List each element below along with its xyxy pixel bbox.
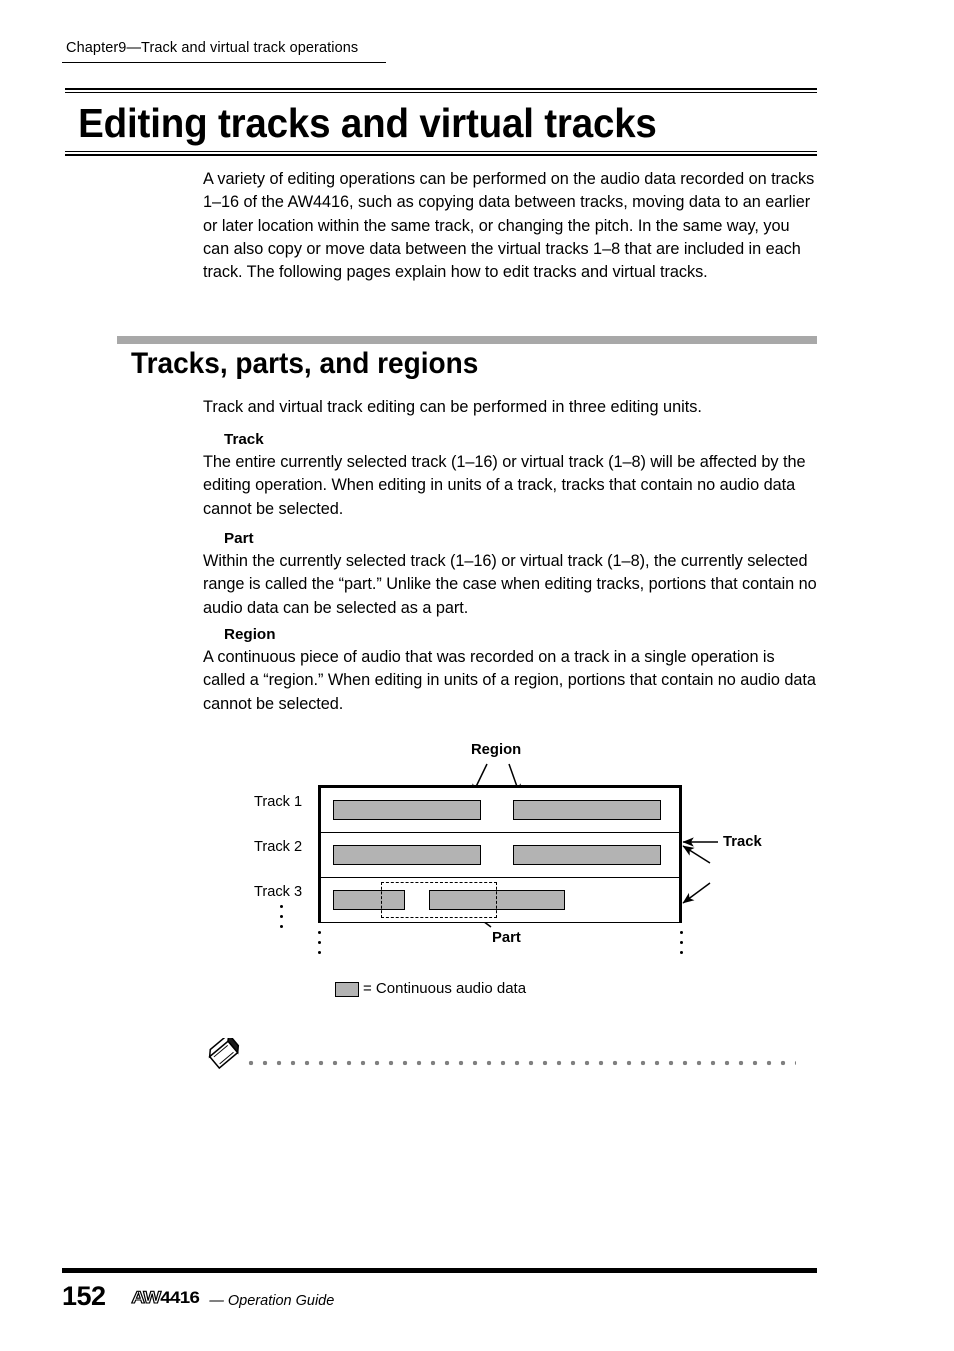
running-head-text: Chapter9—Track and virtual track operations [66, 40, 359, 56]
legend-swatch-icon [335, 982, 359, 997]
diagram-part-label: Part [492, 930, 521, 946]
subsection-region [203, 624, 819, 716]
diagram-row-track-3 [321, 878, 679, 923]
header-rule [62, 62, 386, 63]
diagram-track-row-label-1: Track 1 [254, 794, 303, 810]
section-heading: Tracks, parts, and regions [131, 347, 479, 380]
footer-rule [62, 1268, 817, 1273]
note-dotted-rule [248, 1060, 796, 1066]
title-rule-bottom-thin [65, 151, 817, 152]
audio-clip [513, 800, 661, 820]
audio-clip [333, 845, 481, 865]
diagram-row-track-2 [321, 833, 679, 878]
intro-paragraph: A variety of editing operations can be performed on the audio data recorded on tracks 1–16 of the AW4416, such as copying data between tracks, moving data to an earlier or later location within the same track, or changing the pitch. In the same way, you can also copy or move data between the virtual tracks 1–8 that are included in each track. The following pages explain how to edit tracks and virtual tracks. [203, 170, 815, 282]
chapter-title-block [65, 88, 817, 156]
diagram-row-track-1 [321, 788, 679, 833]
selected-part-boundary [381, 882, 497, 918]
diagram-track-label: Track [723, 834, 762, 850]
subsection-body-part: Within the currently selected track (1–16) or virtual track (1–8), the currently selected range is called the “part.” Unlike the case when editing tracks, portions that contain no audio data can be selected as a part. [203, 552, 817, 617]
section-lead-text: Track and virtual track editing can be performed in three editing units. [203, 398, 702, 416]
footer-guide-text: — Operation Guide [209, 1293, 335, 1309]
logo-model-text: 4416 [160, 1288, 200, 1307]
diagram-legend [335, 980, 526, 998]
subsection-body-track: The entire currently selected track (1–16) or virtual track (1–8) will be affected by the editing operation. When editing in units of a track, tracks that contain no audio data cannot be selected. [203, 453, 806, 518]
logo-aw-text: AW [130, 1288, 160, 1307]
diagram-track-row-label-2: Track 2 [254, 839, 303, 855]
subsection-heading-part: Part [224, 530, 254, 547]
diagram-track-row-label-3: Track 3 [254, 884, 303, 900]
page-number: 152 [62, 1281, 106, 1311]
pencil-icon [206, 1038, 246, 1072]
subsection-part [203, 528, 819, 620]
subsection-heading-track: Track [224, 431, 264, 448]
diagram-track-container [318, 785, 682, 923]
tracks-parts-regions-diagram [240, 735, 800, 1015]
page-footer [62, 1281, 817, 1311]
track-arrow-top [683, 846, 710, 863]
audio-clip [513, 845, 661, 865]
running-header [62, 38, 386, 63]
title-rule-bottom-thick [65, 154, 817, 156]
diagram-region-label: Region [471, 742, 522, 758]
track-arrow-bottom [683, 883, 710, 903]
audio-clip [333, 800, 481, 820]
subsection-heading-region: Region [224, 626, 276, 643]
subsection-body-region: A continuous piece of audio that was recorded on a track in a single operation is called a “region.” When editing in units of a region, portions that contain no audio data cannot be selected. [203, 648, 816, 713]
page-title: Editing tracks and virtual tracks [78, 100, 657, 146]
title-rule-top-thick [65, 88, 817, 90]
diagram-continuation-dots-right [680, 931, 683, 961]
section-heading-bar [117, 336, 817, 344]
note-separator-row [206, 1038, 806, 1078]
subsection-track [203, 429, 819, 521]
product-logo [130, 1288, 200, 1308]
diagram-continuation-dots-left [318, 931, 321, 961]
legend-text: = Continuous audio data [363, 980, 527, 997]
